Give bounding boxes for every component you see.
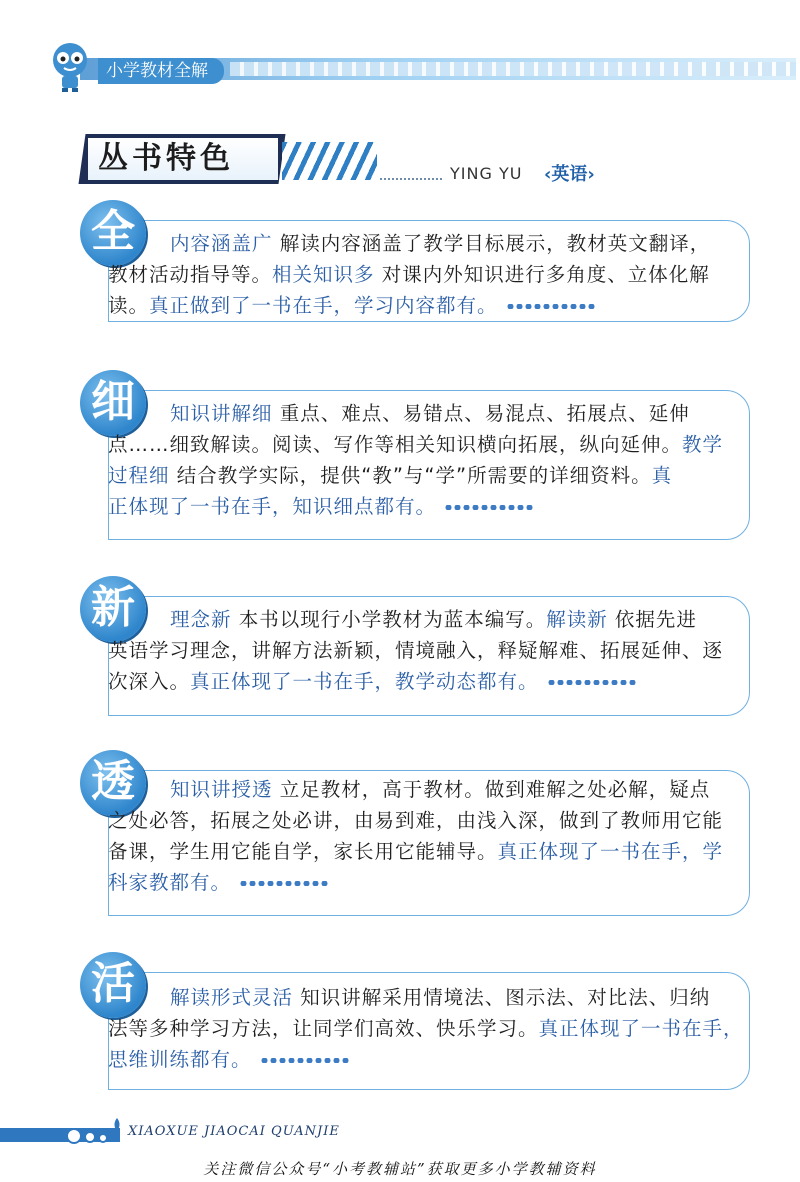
header-label: 小学教材全解 [98, 58, 224, 84]
body-text: 解读内容涵盖了教学目标展示，教材英文翻译， [272, 232, 711, 255]
feature-line [108, 1013, 758, 1044]
dotted-leader [547, 680, 637, 685]
dotted-leader [239, 881, 329, 886]
feature-line [108, 982, 758, 1013]
body-text: 本书以现行小学教材为蓝本编写。 [231, 608, 547, 631]
highlight-text: 正体现了一书在手，知识细点都有。 [108, 495, 437, 518]
feature-line [108, 774, 758, 805]
arrow-left-icon: ‹ [544, 164, 552, 185]
feature-line [108, 460, 758, 491]
mascot-icon [42, 38, 98, 94]
highlight-text: 过程细 [108, 464, 170, 487]
leaf-icon [112, 1118, 122, 1132]
body-text: 立足教材，高于教材。做到难解之处必解，疑点 [272, 778, 711, 801]
subject-name: 英语 [551, 164, 588, 185]
footer-circle [66, 1128, 82, 1144]
highlight-text: 思维训练都有。 [108, 1048, 252, 1071]
dotted-leader [444, 505, 534, 510]
body-text: 之处必答，拓展之处必讲，由易到难，由浅入深，做到了教师用它能 [108, 809, 724, 832]
feature-glyph: 新 [80, 576, 146, 642]
feature-line [108, 429, 758, 460]
feature-line [108, 491, 758, 522]
feature-line [108, 666, 758, 697]
feature-text [108, 604, 758, 697]
body-text: 结合教学实际，提供“教”与“学”所需要的详细资料。 [169, 464, 652, 487]
highlight-text: 真正体现了一书在手，学 [497, 840, 724, 863]
feature-line [108, 290, 758, 321]
body-text: 点……细致解读。阅读、写作等相关知识横向拓展，纵向延伸。 [108, 433, 683, 456]
feature-line [108, 228, 758, 259]
arrow-right-icon: › [587, 164, 595, 185]
footer-series: XIAOXUE JIAOCAI QUANJIE [128, 1124, 340, 1139]
highlight-text: 真正体现了一书在手， [538, 1017, 744, 1040]
feature-glyph: 透 [80, 750, 146, 816]
feature-line [108, 805, 758, 836]
highlight-text: 教学 [682, 433, 724, 456]
title-slashes [282, 142, 377, 180]
body-text: 英语学习理念，讲解方法新颖，情境融入，释疑解难、拓展延伸、逐 [108, 639, 724, 662]
highlight-text: 内容涵盖广 [170, 232, 273, 255]
feature-line [108, 836, 758, 867]
feature-text [108, 228, 758, 321]
feature-text [108, 398, 758, 522]
feature-line [108, 1044, 758, 1075]
feature-line [108, 259, 758, 290]
body-text: 依据先进 [607, 608, 697, 631]
body-text: 知识讲解采用情境法、图示法、对比法、归纳 [293, 986, 711, 1009]
highlight-text: 知识讲授透 [170, 778, 273, 801]
title-dotline [380, 178, 444, 180]
subject-pinyin: YING YU [450, 164, 523, 183]
feature-line [108, 867, 758, 898]
dotted-leader [260, 1058, 350, 1063]
highlight-text: 科家教都有。 [108, 871, 232, 894]
feature-line [108, 635, 758, 666]
body-text: 备课，学生用它能自学，家长用它能辅导。 [108, 840, 498, 863]
feature-glyph: 细 [80, 370, 146, 436]
body-text: 教材活动指导等。 [108, 263, 273, 286]
feature-glyph: 活 [80, 952, 146, 1018]
body-text: 法等多种学习方法，让同学们高效、快乐学习。 [108, 1017, 539, 1040]
body-text: 重点、难点、易错点、易混点、拓展点、延伸 [272, 402, 690, 425]
subject-tag [544, 160, 595, 186]
footer-circle [98, 1133, 108, 1143]
feature-text [108, 774, 758, 898]
highlight-text: 理念新 [170, 608, 232, 631]
highlight-text: 解读新 [546, 608, 608, 631]
body-text: 读。 [108, 294, 150, 317]
section-title: 丛书特色 [98, 141, 234, 176]
highlight-text: 真 [651, 464, 673, 487]
feature-line [108, 398, 758, 429]
highlight-text: 解读形式灵活 [170, 986, 294, 1009]
feature-text [108, 982, 758, 1075]
body-text: 次深入。 [108, 670, 191, 693]
feature-glyph: 全 [80, 200, 146, 266]
footer-circle [84, 1131, 96, 1143]
body-text: 对课内外知识进行多角度、立体化解 [374, 263, 710, 286]
highlight-text: 知识讲解细 [170, 402, 273, 425]
highlight-text: 真正做到了一书在手，学习内容都有。 [149, 294, 498, 317]
dotted-leader [506, 304, 596, 309]
highlight-text: 相关知识多 [272, 263, 375, 286]
footer-note: 关注微信公众号“小考教辅站”获取更多小学教辅资料 [203, 1160, 597, 1178]
feature-line [108, 604, 758, 635]
header-stripe [230, 62, 796, 76]
highlight-text: 真正体现了一书在手，教学动态都有。 [190, 670, 539, 693]
